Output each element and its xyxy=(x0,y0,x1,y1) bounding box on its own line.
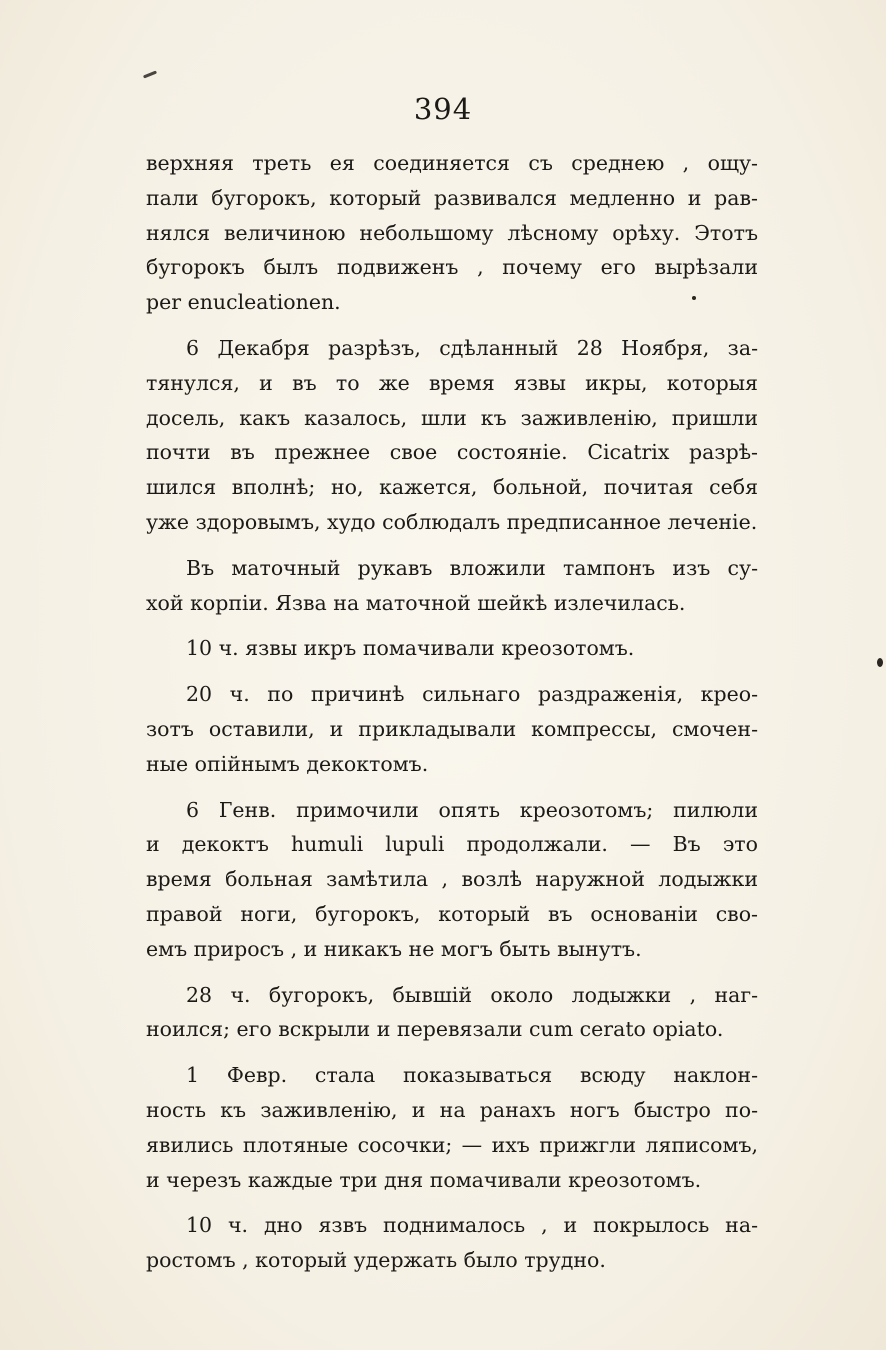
text-line: 28 ч. бугорокъ, бывшій около лодыжки , наг- xyxy=(186,982,758,1007)
text-line: пали бугорокъ, который развивался медленно и рав- xyxy=(146,185,758,210)
text-line: тянулся, и въ то же время язвы икры, которыя xyxy=(146,370,758,395)
paragraph xyxy=(146,793,758,967)
text-line: 6 Генв. примочили опять креозотомъ; пилюли xyxy=(186,797,758,822)
text-line: уже здоровымъ, худо соблюдалъ предписанное леченіе. xyxy=(146,509,758,534)
text-line: бугорокъ былъ подвиженъ , почему его вырѣзали xyxy=(146,255,758,280)
ink-speck xyxy=(877,658,883,667)
text-line: хой корпіи. Язва на маточной шейкѣ излечилась. xyxy=(146,590,686,615)
body-text xyxy=(146,146,758,1289)
text-line: 10 ч. язвы икръ помачивали креозотомъ. xyxy=(186,636,635,661)
paragraph xyxy=(146,677,758,781)
paragraph xyxy=(146,1058,758,1197)
text-line: емъ приросъ , и никакъ не могъ быть вынутъ. xyxy=(146,936,642,961)
text-line: 1 Февр. стала показываться всюду наклон- xyxy=(186,1063,758,1088)
text-line: и декоктъ humuli lupuli продолжали. — Въ это xyxy=(146,832,758,857)
paragraph xyxy=(146,631,758,666)
text-line: почти въ прежнее свое состояніе. Cicatrix разрѣ- xyxy=(146,440,758,465)
text-line: время больная замѣтила , возлѣ наружной лодыжки xyxy=(146,867,758,892)
text-line: явились плотяные сосочки; — ихъ прижгли ляписомъ, xyxy=(146,1132,758,1157)
paragraph xyxy=(146,331,758,540)
paragraph xyxy=(146,978,758,1048)
text-line: 6 Декабря разрѣзъ, сдѣланный 28 Ноября, за- xyxy=(186,335,758,360)
text-line: правой ноги, бугорокъ, который въ основаніи сво- xyxy=(146,901,758,926)
text-line: зотъ оставили, и прикладывали компрессы, смочен- xyxy=(146,716,758,741)
text-line: ные опійнымъ декоктомъ. xyxy=(146,751,429,776)
text-line: верхняя треть ея соединяется съ среднею , ощу- xyxy=(146,151,758,175)
paragraph xyxy=(146,551,758,621)
text-line: досель, какъ казалось, шли къ заживленію, пришли xyxy=(146,405,758,430)
ink-mark xyxy=(143,70,157,78)
text-line: шился вполнѣ; но, кажется, больной, почитая себя xyxy=(146,475,758,500)
text-line: ность къ заживленію, и на ранахъ ногъ быстро по- xyxy=(146,1097,758,1122)
text-line: нялся величиною небольшому лѣсному орѣху. Этотъ xyxy=(146,220,758,245)
text-line: per enucleationen. xyxy=(146,290,341,315)
text-line: и черезъ каждые три дня помачивали креозотомъ. xyxy=(146,1167,702,1192)
text-line: 10 ч. дно язвъ поднималось , и покрылось на- xyxy=(186,1213,758,1238)
paragraph xyxy=(146,146,758,320)
text-line: ноился; его вскрыли и перевязали cum cerato opiato. xyxy=(146,1017,724,1042)
page-number: 394 xyxy=(413,92,473,126)
text-line: ростомъ , который удержать было трудно. xyxy=(146,1248,606,1273)
text-line: Въ маточный рукавъ вложили тампонъ изъ су- xyxy=(186,555,758,580)
paragraph xyxy=(146,1208,758,1278)
text-line: 20 ч. по причинѣ сильнаго раздраженія, крео- xyxy=(186,682,758,707)
